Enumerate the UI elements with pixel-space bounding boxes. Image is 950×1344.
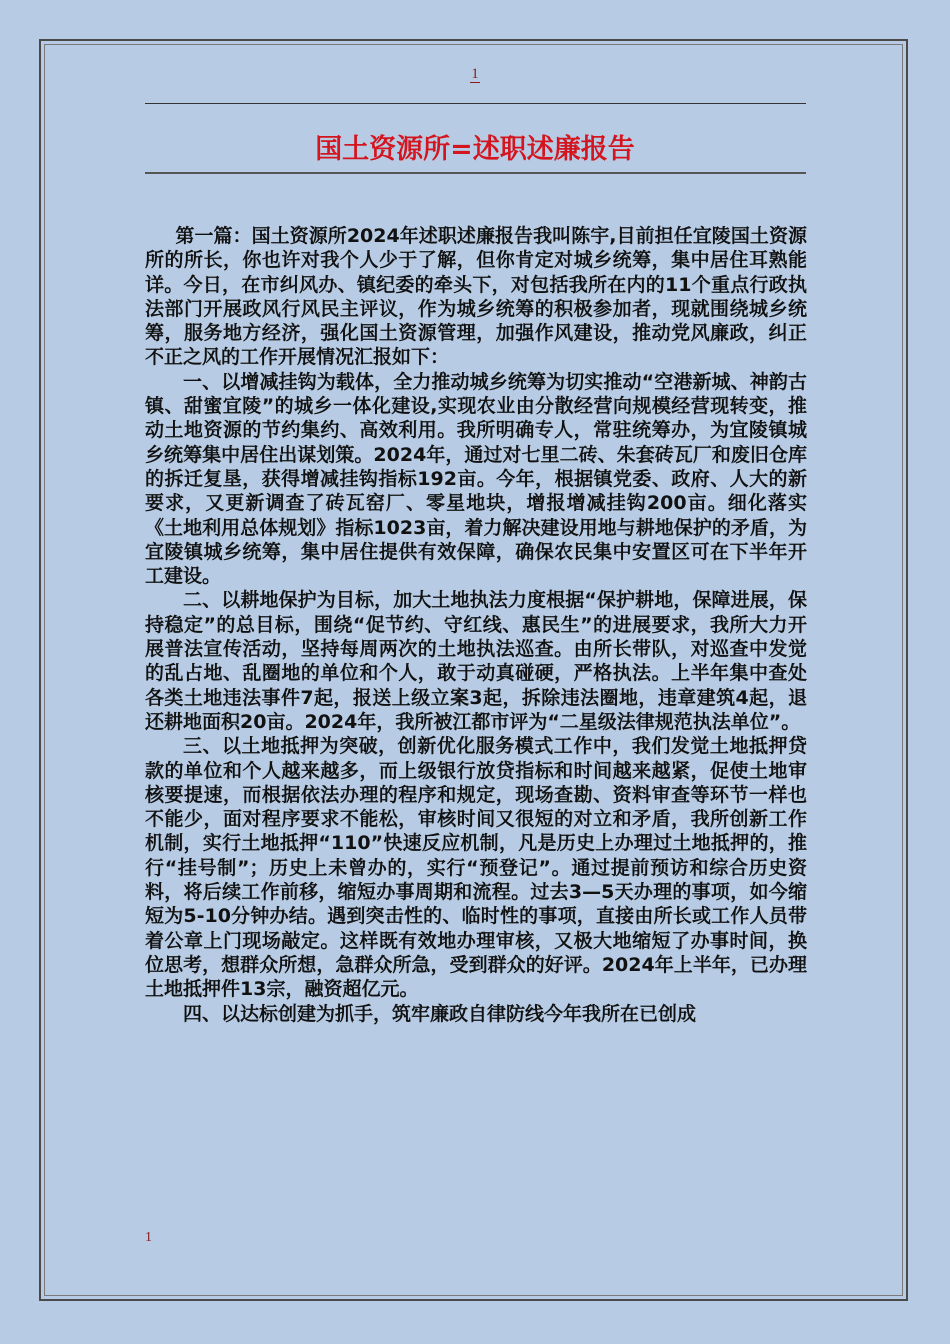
- document-body: [145, 224, 807, 1026]
- header-rule: [145, 103, 806, 104]
- footer-page-number: 1: [145, 1230, 152, 1245]
- header-page-number-text: 1: [471, 66, 479, 82]
- paragraph: 二、以耕地保护为目标，加大土地执法力度根据“保护耕地，保障进展，保持稳定”的总目标，围绕“促节约、守红线、惠民生”的进展要求，我所大力开展普法宣传活动，坚持每周两次的土地执法巡查。由所长带队，对巡查中发觉的乱占地、乱圈地的单位和个人，敢于动真碰硬，严格执法。上半年集中查处各类土地违法事件7起，报送上级立案3起，拆除违法圈地，违章建筑4起，退还耕地面积20亩。2024年，我所被江都市评为“二星级法律规范执法单位”。: [145, 589, 807, 733]
- paragraph: 一、以增减挂钩为载体，全力推动城乡统筹为切实推动“空港新城、神韵古镇、甜蜜宜陵”的城乡一体化建设,实现农业由分散经营向规模经营现转变，推动土地资源的节约集约、高效利用。我所明确专人，常驻统筹办，为宜陵镇城乡统筹集中居住出谋划策。2024年，通过对七里二砖、朱套砖瓦厂和废旧仓库的拆迁复垦，获得增减挂钩指标192亩。今年，根据镇党委、政府、人大的新要求，又更新调查了砖瓦窑厂、零星地块，增报增减挂钩200亩。细化落实《土地利用总体规划》指标1023亩，着力解决建设用地与耕地保护的矛盾，为宜陵镇城乡统筹，集中居住提供有效保障，确保农民集中安置区可在下半年开工建设。: [145, 370, 807, 588]
- title-rule: [145, 172, 806, 174]
- paragraph: 第一篇：国土资源所2024年述职述廉报告我叫陈宇,目前担任宜陵国土资源所的所长，你也许对我个人少于了解，但你肯定对城乡统筹，集中居住耳熟能详。今日，在市纠风办、镇纪委的牵头下，对包括我所在内的11个重点行政执法部门开展政风行风民主评议，作为城乡统筹的积极参加者，现就围绕城乡统筹，服务地方经济，强化国土资源管理，加强作风建设，推动党风廉政，纠正不正之风的工作开展情况汇报如下：: [145, 225, 807, 369]
- header-page-number: [0, 66, 950, 83]
- paragraph: 四、以达标创建为抓手，筑牢廉政自律防线今年我所在已创成: [183, 1002, 697, 1025]
- paragraph: 三、以土地抵押为突破，创新优化服务模式工作中，我们发觉土地抵押贷款的单位和个人越来越多，而上级银行放贷指标和时间越来越紧，促使土地审核要提速，而根据依法办理的程序和规定，现场查勘、资料审查等环节一样也不能少，面对程序要求不能松，审核时间又很短的对立和矛盾，我所创新工作机制，实行土地抵押“110”快速反应机制，凡是历史上办理过土地抵押的，推行“挂号制”；历史上未曾办的，实行“预登记”。通过提前预访和综合历史资料，将后续工作前移，缩短办事周期和流程。过去3—5天办理的事项，如今缩短为5-10分钟办结。遇到突击性的、临时性的事项，直接由所长或工作人员带着公章上门现场敲定。这样既有效地办理审核，又极大地缩短了办事时间，换位思考，想群众所想，急群众所急，受到群众的好评。2024年上半年，已办理土地抵押件13宗，融资超亿元。: [145, 735, 807, 1001]
- document-title: 国土资源所=述职述廉报告: [315, 134, 635, 165]
